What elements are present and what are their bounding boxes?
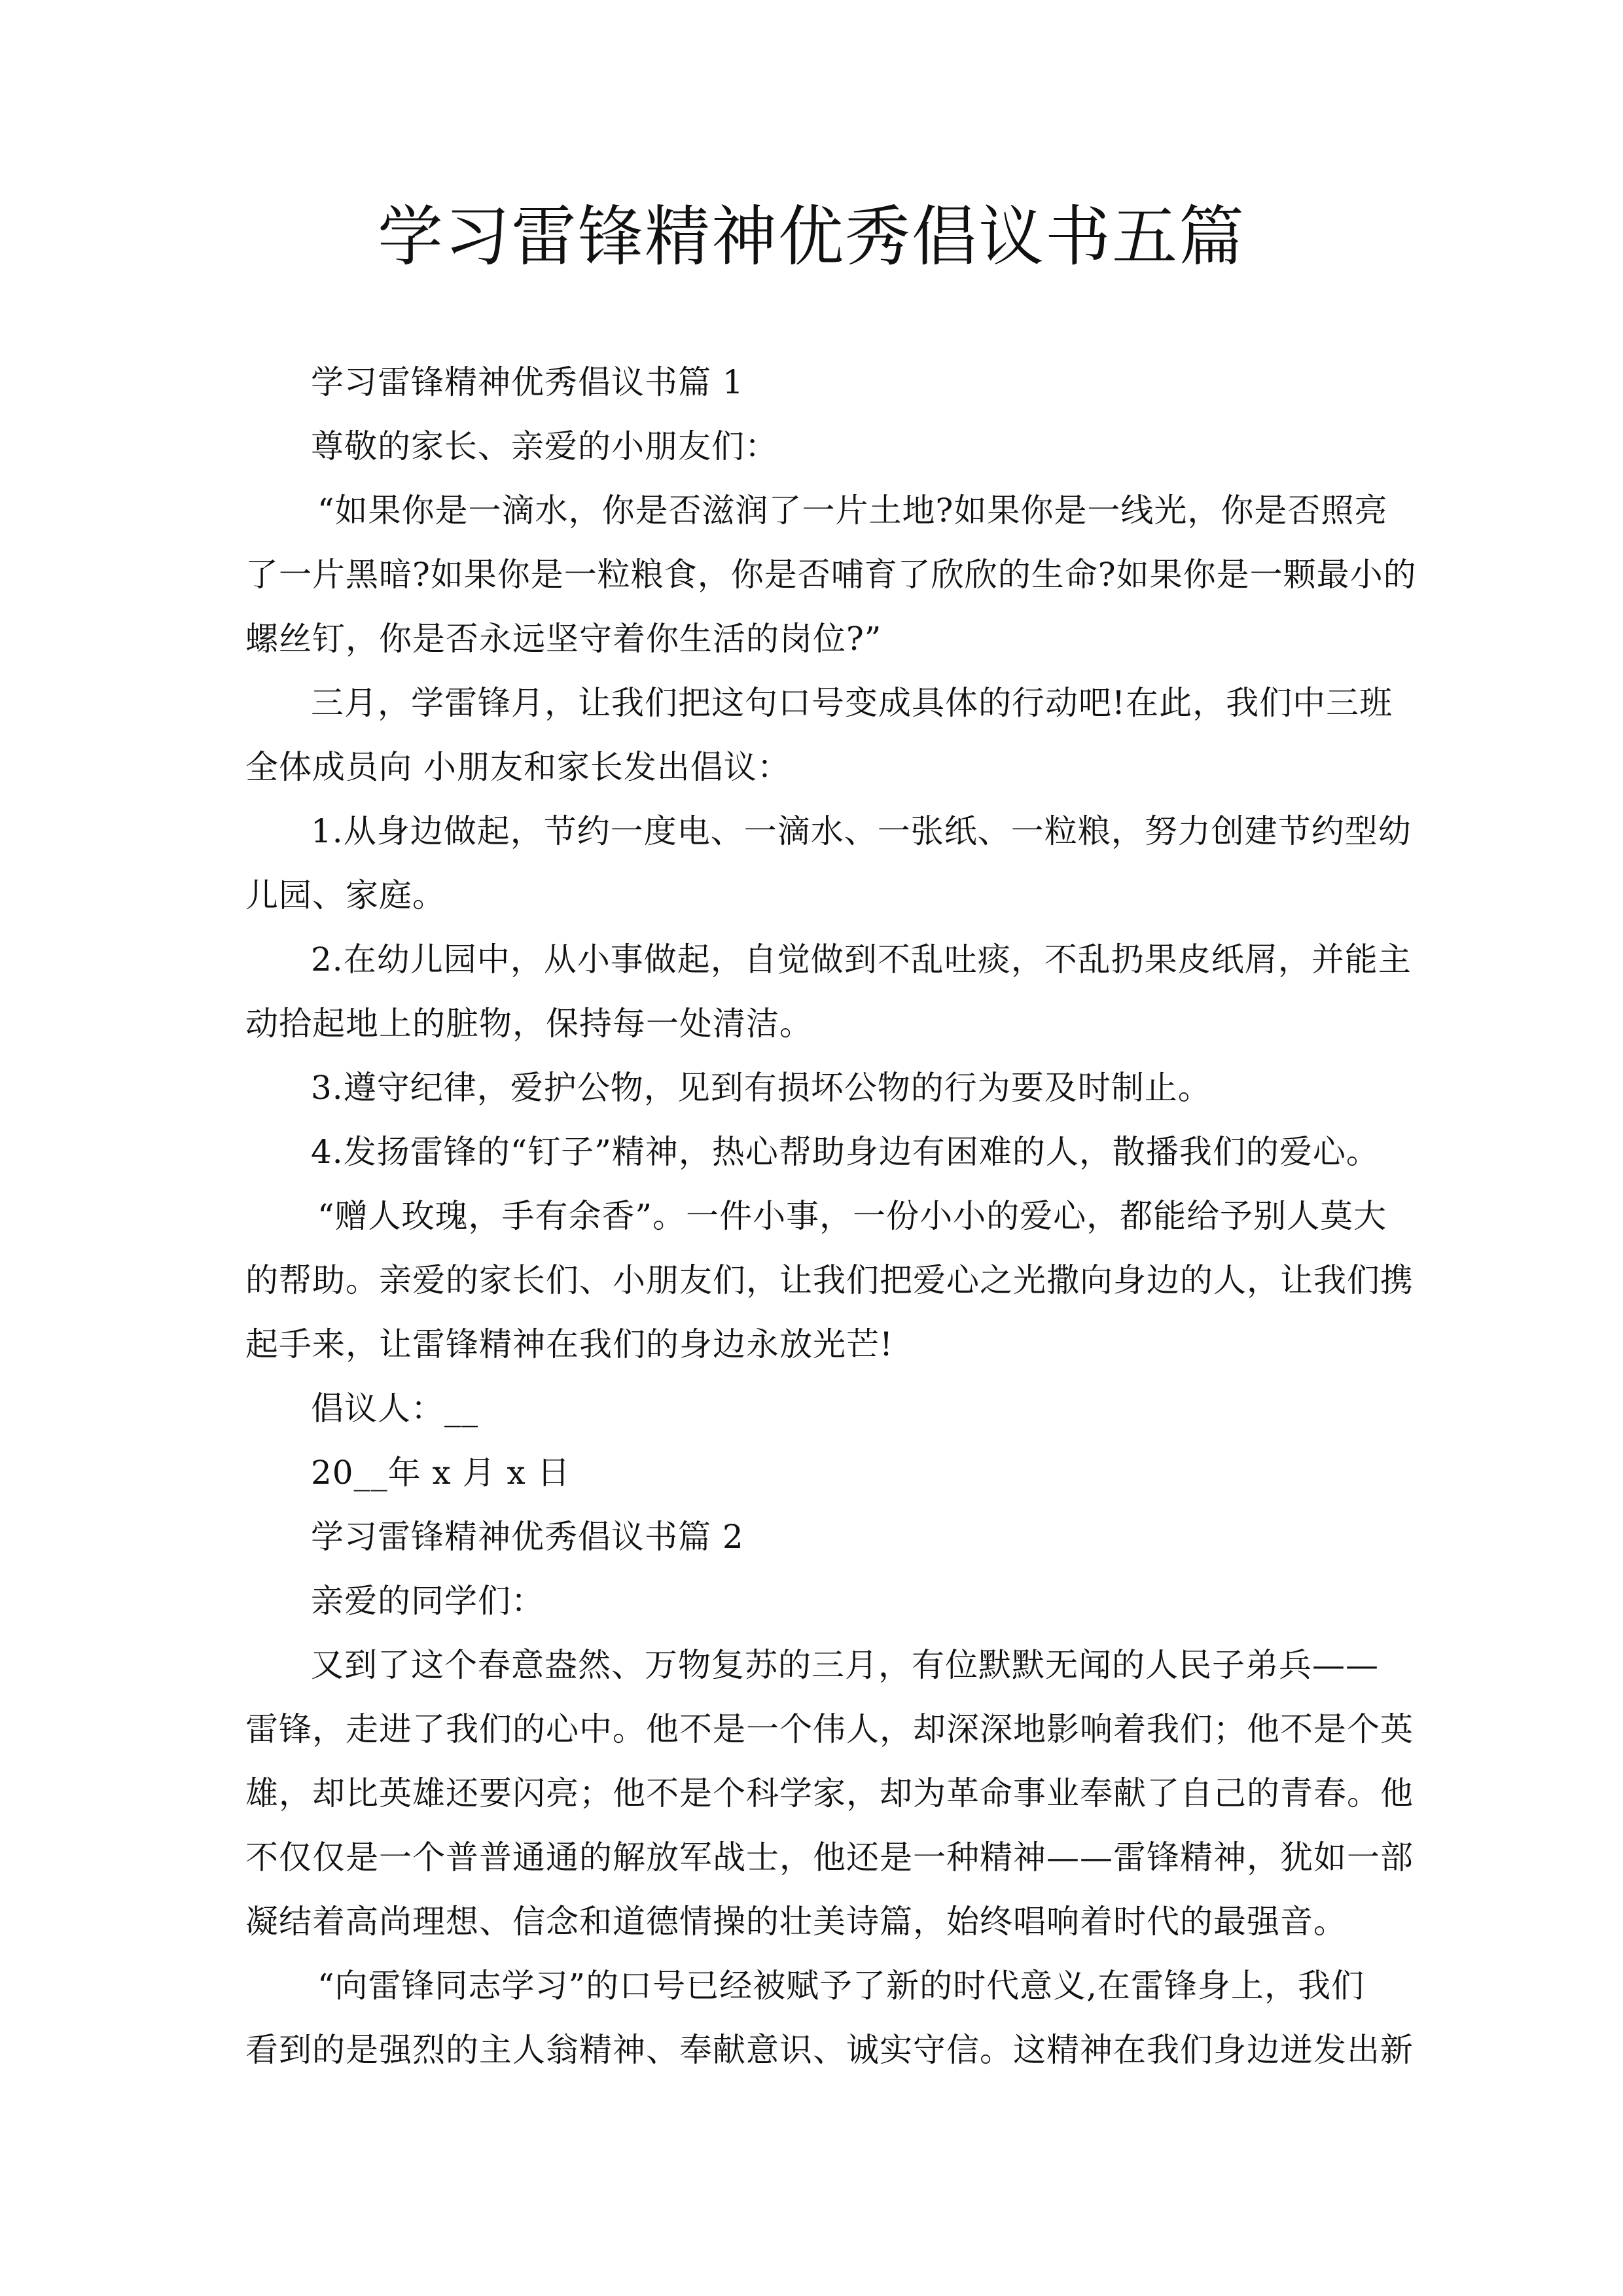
list-item-4: 4.发扬雷锋的“钉子”精神，热心帮助身边有困难的人，散播我们的爱心。 <box>311 1133 1380 1171</box>
section-heading-2: 学习雷锋精神优秀倡议书篇 2 <box>311 1518 744 1556</box>
paragraph-line: 三月，学雷锋月，让我们把这句口号变成具体的行动吧!在此，我们中三班 <box>311 684 1393 722</box>
paragraph-line: 的帮助。亲爱的家长们、小朋友们，让我们把爱心之光撒向身边的人，让我们携 <box>245 1261 1414 1299</box>
paragraph-line: “赠人玫瑰，手有余香”。一件小事，一份小小的爱心，都能给予别人莫大 <box>317 1197 1387 1235</box>
list-item-2: 2.在幼儿园中，从小事做起，自觉做到不乱吐痰，不乱扔果皮纸屑，并能主 <box>311 941 1412 978</box>
document-title: 学习雷锋精神优秀倡议书五篇 <box>378 198 1245 275</box>
paragraph-line: 起手来，让雷锋精神在我们的身边永放光芒! <box>245 1325 894 1363</box>
list-item-1-cont: 儿园、家庭。 <box>245 876 446 914</box>
section-heading-1: 学习雷锋精神优秀倡议书篇 1 <box>311 363 744 401</box>
paragraph-line: 又到了这个春意盎然、万物复苏的三月，有位默默无闻的人民子弟兵—— <box>311 1646 1379 1684</box>
paragraph-line: “向雷锋同志学习”的口号已经被赋予了新的时代意义,在雷锋身上，我们 <box>317 1967 1365 2005</box>
salutation-2: 亲爱的同学们： <box>311 1582 544 1620</box>
signature-line: 倡议人：__ <box>311 1390 478 1427</box>
list-item-3: 3.遵守纪律，爱护公物，见到有损坏公物的行为要及时制止。 <box>311 1069 1211 1107</box>
list-item-1: 1.从身边做起，节约一度电、一滴水、一张纸、一粒粮，努力创建节约型幼 <box>311 812 1412 850</box>
paragraph-line: 雷锋，走进了我们的心中。他不是一个伟人，却深深地影响着我们；他不是个英 <box>245 1710 1414 1748</box>
paragraph-line: 全体成员向 小朋友和家长发出倡议： <box>245 748 791 786</box>
paragraph-line: 了一片黑暗?如果你是一粒粮食，你是否哺育了欣欣的生命?如果你是一颗最小的 <box>245 556 1417 594</box>
date-line: 20__年 x 月 x 日 <box>311 1454 571 1492</box>
paragraph-line: 雄，却比英雄还要闪亮；他不是个科学家，却为革命事业奉献了自己的青春。他 <box>245 1774 1414 1812</box>
salutation-1: 尊敬的家长、亲爱的小朋友们： <box>311 427 778 465</box>
paragraph-line: 不仅仅是一个普普通通的解放军战士，他还是一种精神——雷锋精神，犹如一部 <box>245 1839 1414 1876</box>
paragraph-line: 凝结着高尚理想、信念和道德情操的壮美诗篇，始终唱响着时代的最强音。 <box>245 1903 1347 1941</box>
list-item-2-cont: 动拾起地上的脏物，保持每一处清洁。 <box>245 1005 813 1043</box>
paragraph-line: “如果你是一滴水，你是否滋润了一片土地?如果你是一线光，你是否照亮 <box>317 492 1388 529</box>
paragraph-line: 看到的是强烈的主人翁精神、奉献意识、诚实守信。这精神在我们身边迸发出新 <box>245 2031 1414 2069</box>
document-body <box>245 350 1417 2082</box>
paragraph-line: 螺丝钉，你是否永远坚守着你生活的岗位?” <box>245 620 882 658</box>
